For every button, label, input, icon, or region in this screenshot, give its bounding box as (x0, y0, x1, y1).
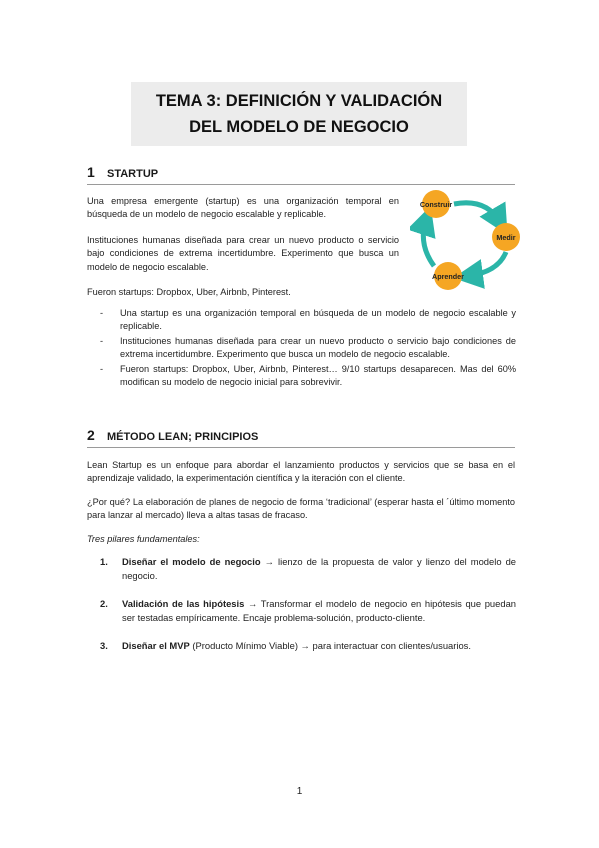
bullet-dash: - (100, 335, 104, 346)
section-2-title: MÉTODO LEAN; PRINCIPIOS (107, 431, 259, 443)
section-1-number: 1 (87, 164, 95, 180)
page-number: 1 (296, 786, 303, 797)
section-1-heading (87, 164, 515, 185)
document-title (131, 82, 467, 146)
pillars-list (100, 555, 516, 668)
cycle-arrow-build-to-measure (454, 203, 500, 222)
bullet-text: Una startup es una organización temporal en búsqueda de un modelo de negocio escalable y replicable. (120, 308, 516, 332)
pillar-bold-text: Diseñar el MVP (122, 640, 190, 652)
list-item (100, 307, 516, 334)
startup-definition-paragraph: Una empresa emergente (startup) es una organización temporal en búsqueda de un modelo de negocio escalable y replicable. (87, 196, 399, 220)
cycle-label-build: Construir (419, 200, 453, 209)
cycle-label-learn: Aprender (432, 272, 464, 281)
section-1-title: STARTUP (107, 168, 159, 180)
list-item (100, 597, 516, 624)
list-item (100, 555, 516, 582)
bullet-text: Instituciones humanas diseñada para crear un nuevo producto o servicio bajo condiciones de extrema incertidumbre. Experimento que busca un modelo de negocio escalable. (120, 335, 516, 360)
startup-institutions-paragraph: Instituciones humanas diseñada para crear un nuevo producto o servicio bajo condiciones de extrema incertidumbre. Experimento que busca un modelo de negocio escalable. (87, 235, 399, 272)
title-line-1: TEMA 3: DEFINICIÓN Y VALIDACIÓN (155, 92, 443, 110)
section-2-heading (87, 427, 515, 448)
pillar-text: → Transformar el modelo de negocio en hipótesis que puedan ser testadas empíricamente. Encaje problema-solución, producto-cliente. (122, 598, 516, 623)
cycle-label-measure: Medir (496, 233, 516, 242)
pillar-text: → lienzo de la propuesta de valor y lienzo del modelo de negocio. (122, 556, 516, 581)
pillar-number: 3. (100, 640, 108, 652)
startup-examples-paragraph: Fueron startups: Dropbox, Uber, Airbnb, Pinterest. (87, 287, 291, 297)
list-item (100, 363, 516, 390)
pillar-text: (Producto Mínimo Viable) → para interactuar con clientes/usuarios. (189, 640, 471, 652)
startup-bullet-list (100, 307, 516, 390)
build-measure-learn-diagram (410, 188, 522, 290)
pillar-number: 1. (100, 556, 108, 567)
list-item (100, 335, 516, 362)
pillar-bold-text: Validación de las hipótesis (122, 598, 245, 610)
lean-startup-paragraph: Lean Startup es un enfoque para abordar el lanzamiento productos y servicios que se basa en el aprendizaje validado, la experimentación científica y la iteración con el cliente. (87, 460, 515, 484)
cycle-arrow-measure-to-learn (468, 252, 506, 276)
section-2-number: 2 (87, 427, 95, 443)
pillar-number: 2. (100, 598, 108, 610)
why-paragraph: ¿Por qué? La elaboración de planes de negocio de forma ‘tradicional’ (esperar hasta el ´último momento para lanzar al mercado) lleva a altas tasas de fracaso. (87, 497, 515, 521)
list-item (100, 639, 516, 653)
title-line-2: DEL MODELO DE NEGOCIO (189, 118, 409, 136)
pillars-intro: Tres pilares fundamentales: (87, 534, 200, 544)
bullet-dash: - (100, 308, 104, 318)
cycle-arrow-learn-to-build (423, 220, 434, 266)
bullet-dash: - (100, 363, 104, 374)
pillar-bold-text: Diseñar el modelo de negocio (122, 556, 261, 567)
bullet-text: Fueron startups: Dropbox, Uber, Airbnb, Pinterest… 9/10 startups desaparecen. Mas del 60% modifican su modelo de negocio inicial para sobrevivir. (120, 363, 516, 388)
